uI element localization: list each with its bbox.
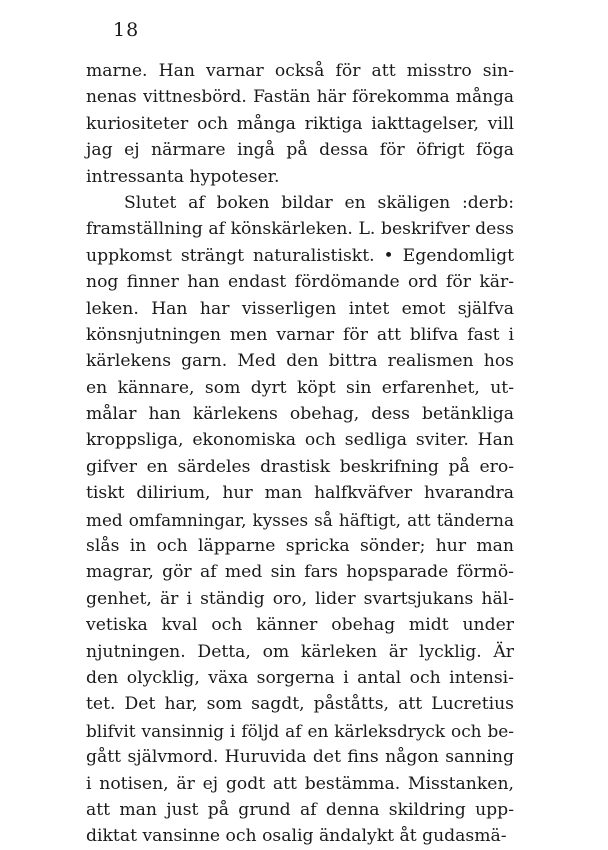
paragraph — [86, 190, 514, 850]
text-line: kärlekens garn. Med den bittra realismen hos — [86, 351, 514, 372]
text-line: diktat vansinne och osalig ändalykt åt gudasmä- — [86, 826, 507, 847]
text-line: leken. Han har visserligen intet emot själfva — [86, 298, 514, 319]
text-line: blifvit vansinnig i följd af en kärleksdryck och be- — [86, 720, 514, 741]
text-line: tiskt dilirium, hur man halfkväfver hvarandra — [86, 483, 514, 504]
text-line: tet. Det har, som sagdt, påståtts, att Lucretius — [86, 694, 514, 715]
text-line: den olycklig, växa sorgerna i antal och intensi- — [86, 667, 514, 688]
text-line: vetiska kval och känner obehag midt under — [86, 615, 514, 636]
text-line: könsnjutningen men varnar för att blifva fast i — [86, 324, 514, 345]
text-line: gifver en särdeles drastisk beskrifning på ero- — [86, 456, 514, 477]
text-line: kroppsliga, ekonomiska och sedliga sviter. Han — [86, 430, 514, 451]
text-line: njutningen. Detta, om kärleken är lycklig. Är — [86, 641, 514, 662]
text-line: genhet, är i ständig oro, lider svartsjukans häl- — [86, 588, 514, 609]
text-line: målar han kärlekens obehag, dess betänkliga — [86, 404, 514, 425]
text-line: gått självmord. Huruvida det fins någon sanning — [86, 747, 514, 768]
text-line: slås in och läpparne spricka sönder; hur man — [86, 536, 514, 557]
text-line: nog finner han endast fördömande ord för kär- — [86, 272, 514, 293]
text-line: magrar, gör af med sin fars hopsparade förmö- — [86, 562, 514, 583]
text-line: marne. Han varnar också för att misstro sin- — [86, 61, 514, 81]
text-line: att man just på grund af denna skildring upp- — [86, 799, 514, 820]
body-text — [86, 58, 514, 850]
text-line: kuriositeter och många riktiga iakttagelser, vill — [86, 113, 514, 134]
text-line: uppkomst strängt naturalistiskt. • Egendomligt — [86, 245, 514, 266]
paragraph — [86, 58, 514, 190]
text-line: framställning af könskärleken. L. beskrifver dess — [86, 219, 514, 240]
text-line: med omfamningar, kysses så häftigt, att tänderna — [86, 509, 514, 530]
text-line: en kännare, som dyrt köpt sin erfarenhet, ut- — [86, 377, 514, 398]
text-line: intressanta hypoteser. — [86, 166, 280, 187]
page-number: 18 — [113, 19, 140, 41]
text-line: Slutet af boken bildar en skäligen :derb: — [124, 192, 514, 213]
text-line: jag ej närmare ingå på dessa för öfrigt föga — [86, 140, 514, 161]
text-line: nenas vittnesbörd. Fastän här förekomma många — [86, 87, 514, 108]
text-line: i notisen, är ej godt att bestämma. Misstanken, — [86, 773, 514, 794]
